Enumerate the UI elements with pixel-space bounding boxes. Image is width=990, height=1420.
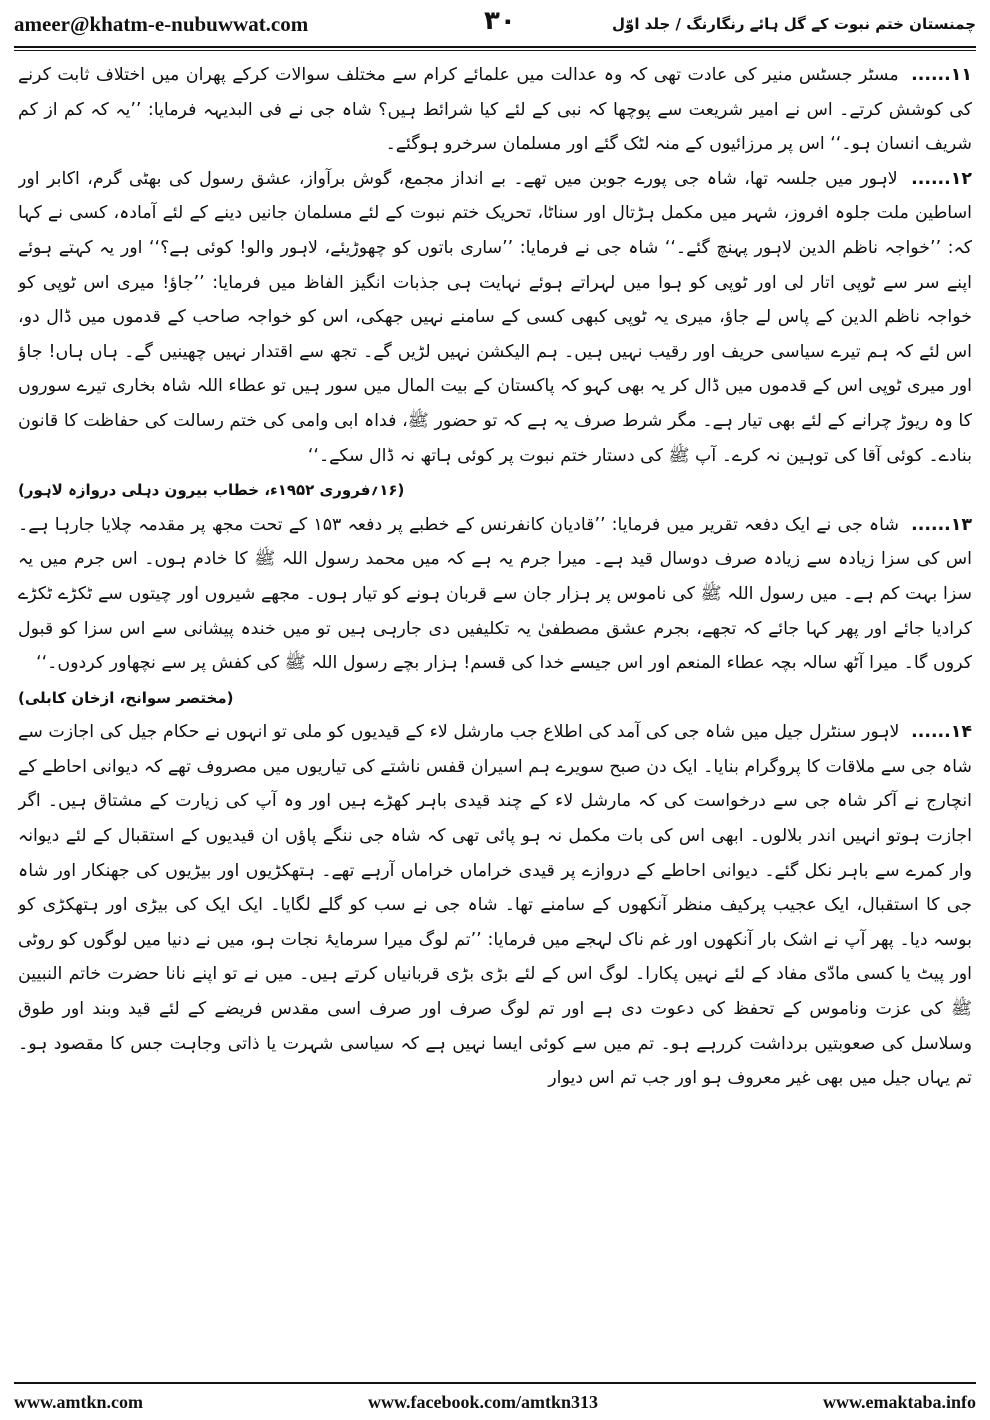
page-header <box>14 2 976 46</box>
page-number: ۳۰ <box>484 6 516 36</box>
paragraph-11 <box>18 58 972 162</box>
reference-line <box>18 681 972 716</box>
paragraph-text: شاہ جی نے ایک دفعہ تقریر میں فرمایا: ’’قادیان کانفرنس کے خطبے پر دفعہ ۱۵۳ کے تحت مجھ پر مقدمہ چلایا جارہا ہے۔ اس کی سزا زیادہ سے زیادہ صرف دوسال قید ہے۔ میرا جرم یہ ہے کہ میں محمد رسول اللہ ﷺ کا خادم ہوں۔ اس جرم میں یہ سزا بہت کم ہے۔ میں رسول اللہ ﷺ کی ناموس پر ہزار جان سے قربان ہونے کو تیار ہوں۔ مجھے شیروں اور چیتوں سے ٹکڑے ٹکڑے کرادیا جائے اور پھر کہا جائے کہ تجھے، بجرم عشق مصطفیٰ یہ تکلیفیں دی جارہی ہیں تو میں خندہ پیشانی سے اس سزا کو قبول کروں گا۔ میرا آٹھ سالہ بچہ عطاء المنعم اور اس جیسے خدا کی قسم! ہزار بچے رسول اللہ ﷺ کی کفش پر سے نچھاور کردوں۔‘‘ <box>18 514 972 674</box>
reference-line <box>18 473 972 508</box>
footer-link-facebook[interactable]: www.facebook.com/amtkn313 <box>367 1391 598 1412</box>
header-email: ameer@khatm-e-nubuwwat.com <box>14 11 309 36</box>
paragraph-number: ۱۲...... <box>911 168 972 189</box>
paragraph-14 <box>18 715 972 1096</box>
book-title: چمنستان ختم نبوت کے گل ہائے رنگارنگ / جلد اوّل <box>611 15 976 33</box>
paragraph-number: ۱۱...... <box>911 65 972 85</box>
paragraph-text: مسٹر جسٹس منیر کی عادت تھی کہ وہ عدالت میں علمائے کرام سے مختلف سوالات کرکے پھران میں اختلاف ثابت کرنے کی کوشش کرتے۔ اس نے امیر شریعت سے پوچھا کہ نبی کے لئے کیا شرائط ہیں؟ شاہ جی نے فی البدیہہ فرمایا: ’’یہ کہ کم از کم شریف انسان ہو۔‘‘ اس پر مرزائیوں کے منہ لٹک گئے اور مسلمان سرخرو ہوگئے۔ <box>18 65 972 155</box>
page-footer <box>14 1388 976 1416</box>
footer-link-amtkn[interactable]: www.amtkn.com <box>14 1391 143 1412</box>
footer-link-emaktaba[interactable]: www.emaktaba.info <box>822 1391 976 1412</box>
paragraph-text: لاہور میں جلسہ تھا، شاہ جی پورے جوبن میں تھے۔ بے انداز مجمع، گوش برآواز، عشق رسول کی بھٹی گرم، اکابر اور اساطین ملت جلوہ افروز، شہر میں مکمل ہڑتال اور سناٹا، تحریک ختم نبوت کے لئے مسلمان جانیں دینے کے لئے آمادہ، کسی نے کہا کہ: ’’خواجہ ناظم الدین لاہور پہنچ گئے۔‘‘ شاہ جی نے فرمایا: ’’ساری باتوں کو چھوڑیئے، لاہور والو! کوئی ہے؟‘‘ اور یہ کہتے ہوئے اپنے سر سے ٹوپی اتار لی اور ٹوپی کو ہوا میں لہراتے ہوئے نہایت ہی جذبات انگیز الفاظ میں فرمایا: ’’جاؤ! میری اس ٹوپی کو خواجہ ناظم الدین کے پاس لے جاؤ، میری یہ ٹوپی کبھی کسی کے سامنے نہیں جھکی، اس کو خواجہ صاحب کے قدموں میں ڈال دو، اس لئے کہ ہم تیرے سیاسی حریف اور رقیب نہیں ہیں۔ ہم الیکشن نہیں لڑیں گے۔ تجھ سے اقتدار نہیں چھینیں گے۔ ہاں ہاں! جاؤ اور میری ٹوپی اس کے قدموں میں ڈال کر یہ بھی کہو کہ پاکستان کے بیت المال میں سور ہیں تو عطاء اللہ شاہ بخاری تیرے سوروں کا وہ ریوڑ چرانے کے لئے بھی تیار ہے۔ مگر شرط صرف یہ ہے کہ تو حضور ﷺ، فداہ ابی وامی کی ختم رسالت کی حفاظت کا قانون بنادے۔ کوئی آقا کی توہین نہ کرے۔ آپ ﷺ کی دستار ختم نبوت پر کوئی ہاتھ نہ ڈال سکے۔‘‘ <box>18 168 972 466</box>
paragraph-reference: (مختصر سوانح، ازخان کابلی) <box>18 688 234 707</box>
footer-rule <box>14 1382 976 1384</box>
paragraph-number: ۱۴...... <box>911 722 972 743</box>
paragraph-text: لاہور سنٹرل جیل میں شاہ جی کی آمد کی اطلاع جب مارشل لاء کے قیدیوں کو ملی تو انہوں نے حکام جیل کی اجازت سے شاہ جی سے ملاقات کا پروگرام بنایا۔ ایک دن صبح سویرے ہم اسیران قفس ناشتے کی تیاریوں میں مصروف تھے کہ دیوانی احاطے کے انچارج نے آکر شاہ جی سے درخواست کی کہ مارشل لاء کے چند قیدی باہر کھڑے ہیں اور وہ آپ کی زیارت کے مشتاق ہیں۔ اگر اجازت ہوتو انہیں اندر بلالوں۔ ابھی اس کی بات مکمل نہ ہو پائی تھی کہ شاہ جی ننگے پاؤں ان قیدیوں کے استقبال کے لئے دیوانہ وار کمرے سے باہر نکل گئے۔ دیوانی احاطے کے دروازے پر قیدی خراماں خراماں آرہے تھے۔ ہتھکڑیوں اور بیڑیوں کی جھنکار اور شاہ جی کا استقبال، ایک عجیب پرکیف منظر آنکھوں کے سامنے تھا۔ شاہ جی نے سب کو گلے لگایا۔ ایک ایک کی بیڑی اور ہتھکڑی کو بوسہ دیا۔ پھر آپ نے اشک بار آنکھوں اور غم ناک لہجے میں فرمایا: ’’تم لوگ میرا سرمایۂ نجات ہو، میں نے دنیا میں لوگوں کو روٹی اور پیٹ یا کسی مادّی مفاد کے لئے نہیں پکارا۔ لوگ اس کے لئے بڑی بڑی قربانیاں کرتے ہیں۔ میں نے تو اپنے نانا حضرت خاتم النبیین ﷺ کی عزت وناموس کے تحفظ کی دعوت دی ہے اور تم لوگ صرف اور صرف اسی مقدس فریضے کے لئے قید وبند اور طوق وسلاسل کی صعوبتیں برداشت کررہے ہو۔ تم میں سے کوئی ایسا نہیں ہے کہ سیاسی شہرت یا ذاتی وجاہت جس کا مقصود ہو۔ تم یہاں جیل میں بھی غیر معروف ہو اور جب تم اس دیوار <box>18 722 972 1089</box>
paragraph-12 <box>18 162 972 473</box>
header-rule <box>14 46 976 48</box>
page-body <box>18 58 972 1376</box>
paragraph-reference: (۱۶؍فروری ۱۹۵۲ء، خطاب بیرون دہلی دروازہ لاہور) <box>18 481 405 500</box>
paragraph-number: ۱۳...... <box>911 514 972 535</box>
header-rule-thin <box>14 50 976 51</box>
paragraph-13 <box>18 508 972 681</box>
